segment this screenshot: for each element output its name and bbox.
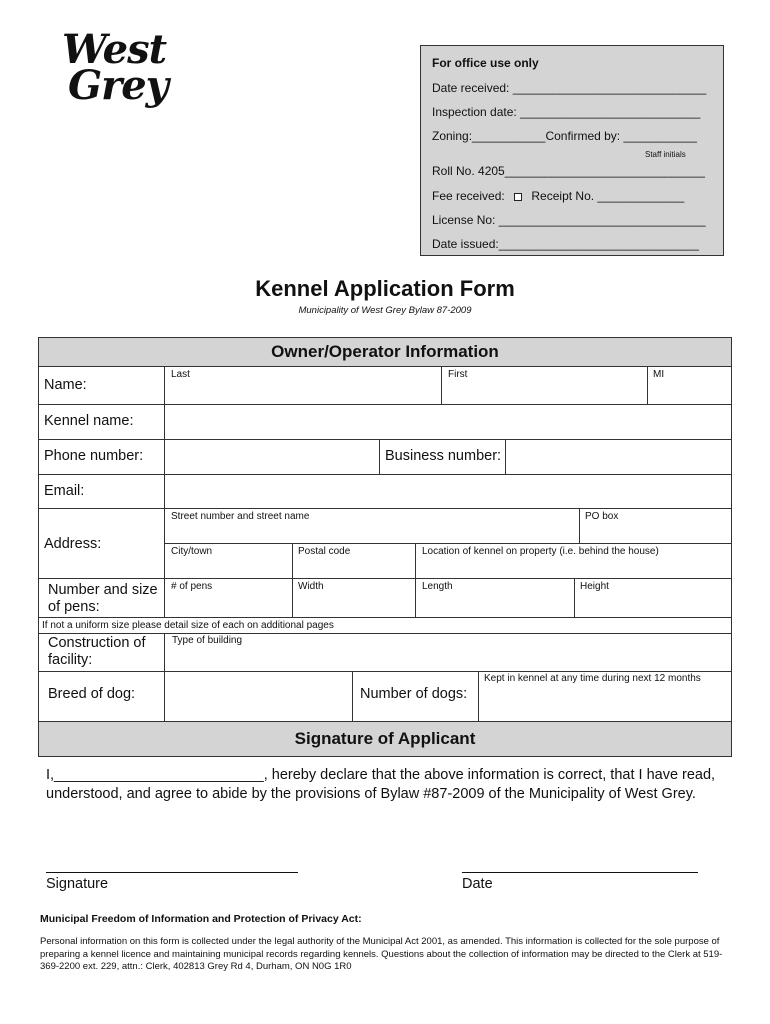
fee-checkbox[interactable] bbox=[514, 193, 522, 201]
width-input[interactable] bbox=[293, 593, 414, 616]
construction-label: Construction of facility: bbox=[48, 635, 146, 668]
date-label: Date bbox=[462, 876, 493, 892]
logo-line2: Grey bbox=[68, 62, 168, 109]
breed-input[interactable] bbox=[165, 672, 351, 720]
kennel-name-label: Kennel name: bbox=[44, 413, 134, 429]
business-number-label: Business number: bbox=[385, 448, 502, 464]
office-license-no: License No: _______________________________ bbox=[432, 213, 706, 227]
height-input[interactable] bbox=[575, 593, 730, 616]
pens-label: Number and size of pens: bbox=[48, 582, 158, 615]
last-name-input[interactable] bbox=[165, 379, 440, 403]
office-inspection-date: Inspection date: ___________________________ bbox=[432, 105, 701, 119]
business-number-input[interactable] bbox=[506, 440, 730, 473]
email-input[interactable] bbox=[165, 475, 730, 507]
signature-line[interactable] bbox=[46, 872, 298, 873]
street-input[interactable] bbox=[165, 523, 578, 542]
form-subtitle: Municipality of West Grey Bylaw 87-2009 bbox=[298, 305, 472, 316]
form-title: Kennel Application Form bbox=[255, 276, 515, 301]
pens-note: If not a uniform size please detail size of each on additional pages bbox=[42, 620, 334, 631]
street-caption: Street number and street name bbox=[171, 511, 310, 522]
breed-label: Breed of dog: bbox=[48, 686, 136, 702]
declaration-text: I,__________________________, hereby declare that the above information is correct, that I have read, understood, and agree to abide by the provisions of Bylaw #87-2009 of the Municipality of West Grey. bbox=[46, 767, 716, 802]
po-box-input[interactable] bbox=[580, 523, 730, 542]
postal-input[interactable] bbox=[293, 558, 414, 577]
office-receipt-no: Receipt No. _____________ bbox=[531, 189, 685, 203]
length-caption: Length bbox=[422, 581, 453, 592]
owner-section-title: Owner/Operator Information bbox=[271, 342, 499, 361]
logo-line1: West bbox=[62, 26, 167, 73]
office-date-issued: Date issued:______________________________ bbox=[432, 237, 699, 251]
mi-input[interactable] bbox=[648, 379, 730, 403]
po-box-caption: PO box bbox=[585, 511, 619, 522]
name-label: Name: bbox=[44, 377, 87, 393]
signature-label: Signature bbox=[46, 876, 109, 892]
postal-caption: Postal code bbox=[298, 546, 351, 557]
width-caption: Width bbox=[298, 581, 324, 592]
office-date-received: Date received: _____________________________ bbox=[432, 81, 707, 95]
first-name-caption: First bbox=[448, 369, 468, 380]
length-input[interactable] bbox=[416, 593, 573, 616]
phone-label: Phone number: bbox=[44, 448, 144, 464]
mi-caption: MI bbox=[653, 369, 665, 380]
signature-section-title: Signature of Applicant bbox=[294, 729, 476, 748]
type-building-input[interactable] bbox=[165, 648, 730, 670]
office-title: For office use only bbox=[432, 56, 539, 70]
kept-note: Kept in kennel at any time during next 12 months bbox=[484, 673, 701, 684]
west-grey-logo bbox=[50, 26, 170, 116]
city-input[interactable] bbox=[165, 558, 291, 577]
last-name-caption: Last bbox=[171, 369, 190, 380]
kennel-name-input[interactable] bbox=[165, 405, 730, 438]
num-pens-input[interactable] bbox=[165, 593, 291, 616]
office-staff-initials: Staff initials bbox=[645, 150, 686, 159]
location-caption: Location of kennel on property (i.e. behind the house) bbox=[422, 546, 659, 557]
office-use-box bbox=[420, 45, 724, 256]
office-fee-received: Fee received: bbox=[432, 189, 505, 203]
application-table bbox=[38, 337, 732, 757]
office-fee-row bbox=[432, 189, 684, 203]
privacy-heading: Municipal Freedom of Information and Protection of Privacy Act: bbox=[40, 913, 362, 925]
num-dogs-input[interactable] bbox=[479, 686, 730, 720]
privacy-text: Personal information on this form is collected under the legal authority of the Municipal Act 2001, as amended. This information is collected for the sole purpose of preparing a kennel licence and maintaining municipal records regarding kennels. Questions about the collection of information may be directed to the Clerk at 519-369-2200 ext. 229, attn.: Clerk, 402813 Grey Rd 4, Durham, ON N0G 1R0 bbox=[40, 936, 723, 972]
phone-input[interactable] bbox=[165, 440, 378, 473]
num-pens-caption: # of pens bbox=[171, 581, 213, 592]
office-zoning: Zoning:___________Confirmed by: ___________ bbox=[432, 129, 697, 143]
address-label: Address: bbox=[44, 536, 102, 552]
first-name-input[interactable] bbox=[442, 379, 646, 403]
email-label: Email: bbox=[44, 483, 85, 499]
num-dogs-label: Number of dogs: bbox=[360, 686, 468, 702]
city-caption: City/town bbox=[171, 546, 213, 557]
height-caption: Height bbox=[580, 581, 609, 592]
date-line[interactable] bbox=[462, 872, 698, 873]
type-building-caption: Type of building bbox=[172, 635, 243, 646]
location-input[interactable] bbox=[416, 558, 730, 577]
office-roll-no: Roll No. 4205______________________________ bbox=[432, 164, 705, 178]
